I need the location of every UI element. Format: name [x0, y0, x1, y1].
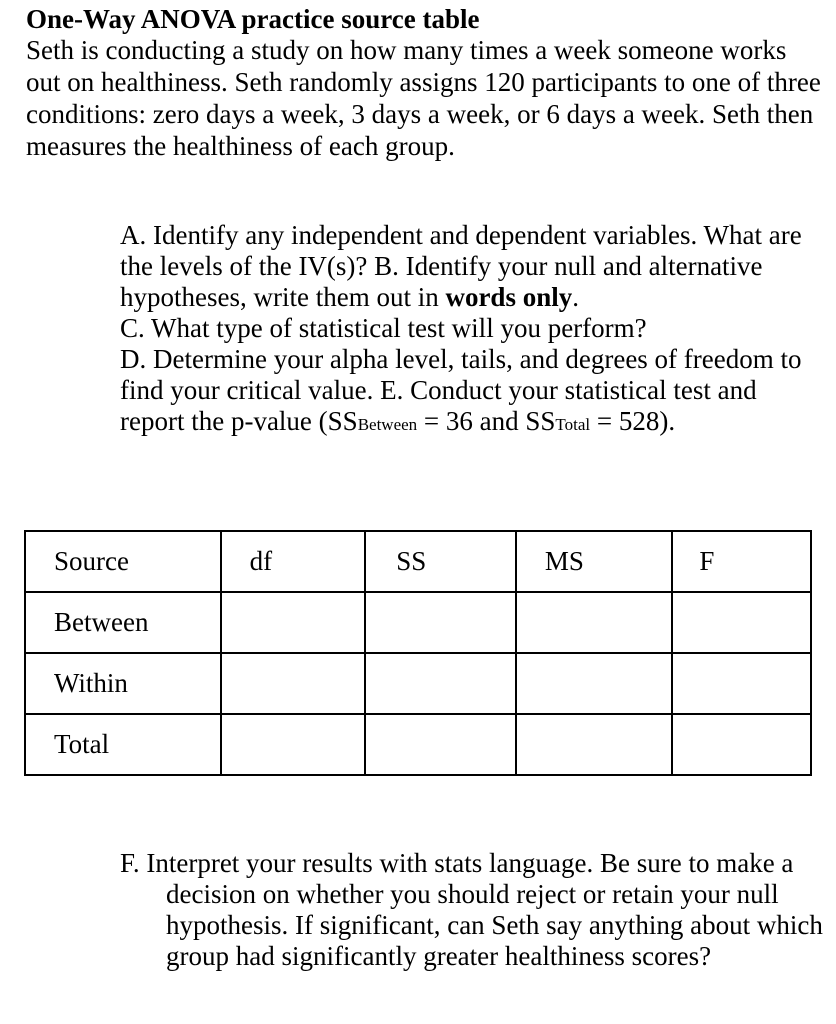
question-de-text-2: = 36 and SS [417, 406, 556, 436]
cell-within-ss[interactable] [365, 653, 516, 714]
row-label-total: Total [25, 714, 221, 775]
intro-paragraph: Seth is conducting a study on how many times a week someone works out on healthiness. Seth randomly assigns 120 participants to one of three conditions: zero days a week, 3 days a week, or 6 days a week. Seth then measures the healthiness of each group. [26, 35, 821, 161]
header-ms: MS [516, 531, 673, 592]
question-ab-end: . [572, 282, 579, 312]
cell-total-ms[interactable] [516, 714, 673, 775]
header-f: F [672, 531, 811, 592]
ss-total-subscript: Total [555, 415, 591, 434]
cell-within-df[interactable] [221, 653, 366, 714]
cell-between-df[interactable] [221, 592, 366, 653]
header-source: Source [25, 531, 221, 592]
cell-between-f[interactable] [672, 592, 811, 653]
row-label-within: Within [25, 653, 221, 714]
header-df: df [221, 531, 366, 592]
cell-within-ms[interactable] [516, 653, 673, 714]
cell-total-df[interactable] [221, 714, 366, 775]
question-ab-bold: words only [445, 282, 573, 312]
questions-block [120, 220, 810, 440]
cell-total-f[interactable] [672, 714, 811, 775]
question-de-text-1: D. Determine your alpha level, tails, and degrees of freedom to find your critical value. E. Conduct your statistical test and report the p-value (SS [120, 344, 802, 436]
cell-between-ss[interactable] [365, 592, 516, 653]
ss-between-subscript: Between [357, 415, 418, 434]
cell-between-ms[interactable] [516, 592, 673, 653]
table-header-row [25, 531, 811, 592]
header-ss: SS [365, 531, 516, 592]
question-c-text: C. What type of statistical test will you perform? [120, 313, 647, 343]
table-row [25, 653, 811, 714]
table-row [25, 714, 811, 775]
question-ab-text: A. Identify any independent and dependent variables. What are the levels of the IV(s)? B. Identify your null and alternative hypotheses, write them out in [120, 220, 802, 312]
cell-total-ss[interactable] [365, 714, 516, 775]
row-label-between: Between [25, 592, 221, 653]
anova-source-table [24, 530, 812, 776]
question-de-text-3: = 528). [590, 406, 676, 436]
table-row [25, 592, 811, 653]
cell-within-f[interactable] [672, 653, 811, 714]
page-title: One-Way ANOVA practice source table [26, 4, 480, 34]
final-question: F. Interpret your results with stats language. Be sure to make a decision on whether you should reject or retain your null hypothesis. If significant, can Seth say anything about which group had significantly greater healthiness scores? [120, 848, 823, 971]
